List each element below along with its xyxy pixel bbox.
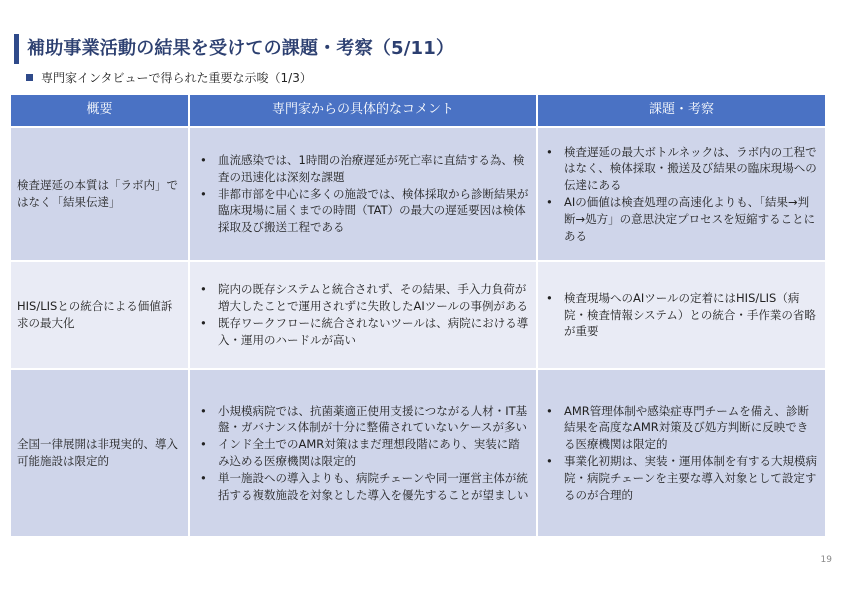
list-item: • 既存ワークフローに統合されないツールは、病院における導入・運用のハードルが高い bbox=[196, 315, 530, 349]
comments-cell bbox=[189, 261, 537, 369]
list-item: • 小規模病院では、抗菌薬適正使用支援につながる人材・IT基盤・ガバナンス体制が十分に整備されていないケースが多い bbox=[196, 403, 530, 437]
list-item: • 非都市部を中心に多くの施設では、検体採取から診断結果が臨床現場に届くまでの時間（TAT）の最大の遅延要因は検体採取及び搬送工程である bbox=[196, 186, 530, 236]
list-item: • 血流感染では、1時間の治療遅延が死亡率に直結する為、検査の迅速化は深刻な課題 bbox=[196, 152, 530, 186]
comments-cell bbox=[189, 369, 537, 537]
list-item: • AMR管理体制や感染症専門チームを備え、診断結果を高度なAMR対策及び処方判断に反映できる医療機関は限定的 bbox=[544, 403, 819, 453]
list-item: • AIの価値は検査処理の高速化よりも、「結果→判断→処方」の意思決定プロセスを短縮することにある bbox=[544, 194, 819, 244]
issues-cell bbox=[537, 127, 826, 261]
list-item: • 院内の既存システムと統合されず、その結果、手入力負荷が増大したことで運用されずに失敗したAIツールの事例がある bbox=[196, 281, 530, 315]
page-number: 19 bbox=[820, 555, 832, 565]
issues-list bbox=[544, 290, 819, 340]
table-row bbox=[10, 261, 826, 369]
column-header-summary: 概要 bbox=[10, 94, 189, 127]
comments-list bbox=[196, 152, 530, 236]
summary-cell: HIS/LISとの統合による価値訴求の最大化 bbox=[10, 261, 189, 369]
table-row bbox=[10, 369, 826, 537]
comments-list bbox=[196, 281, 530, 348]
column-header-comments: 専門家からの具体的なコメント bbox=[189, 94, 537, 127]
comments-cell bbox=[189, 127, 537, 261]
issues-cell bbox=[537, 261, 826, 369]
comments-list bbox=[196, 403, 530, 504]
issues-list bbox=[544, 144, 819, 245]
findings-table bbox=[9, 93, 827, 538]
section-subtitle bbox=[26, 69, 312, 86]
list-item: • 検査現場へのAIツールの定着にはHIS/LIS（病院・検査情報システム）との統合・手作業の省略が重要 bbox=[544, 290, 819, 340]
summary-cell: 検査遅延の本質は「ラボ内」ではなく「結果伝達」 bbox=[10, 127, 189, 261]
list-item: • インド全土でのAMR対策はまだ理想段階にあり、実装に踏み込める医療機関は限定的 bbox=[196, 436, 530, 470]
list-item: • 単一施設への導入よりも、病院チェーンや同一運営主体が統括する複数施設を対象とした導入を優先することが望ましい bbox=[196, 470, 530, 504]
title-accent-bar bbox=[14, 34, 19, 64]
table-row bbox=[10, 127, 826, 261]
subtitle-text: 専門家インタビューで得られた重要な示唆（1/3） bbox=[41, 71, 312, 85]
summary-cell: 全国一律展開は非現実的、導入可能施設は限定的 bbox=[10, 369, 189, 537]
square-bullet-icon bbox=[26, 74, 33, 81]
list-item: • 検査遅延の最大ボトルネックは、ラボ内の工程ではなく、検体採取・搬送及び結果の臨床現場への伝達にある bbox=[544, 144, 819, 194]
column-header-issues: 課題・考察 bbox=[537, 94, 826, 127]
table-header-row bbox=[10, 94, 826, 127]
page-title: 補助事業活動の結果を受けての課題・考察（5/11） bbox=[27, 38, 455, 59]
list-item: • 事業化初期は、実装・運用体制を有する大規模病院・病院チェーンを主要な導入対象として設定するのが合理的 bbox=[544, 453, 819, 503]
issues-list bbox=[544, 403, 819, 504]
issues-cell bbox=[537, 369, 826, 537]
